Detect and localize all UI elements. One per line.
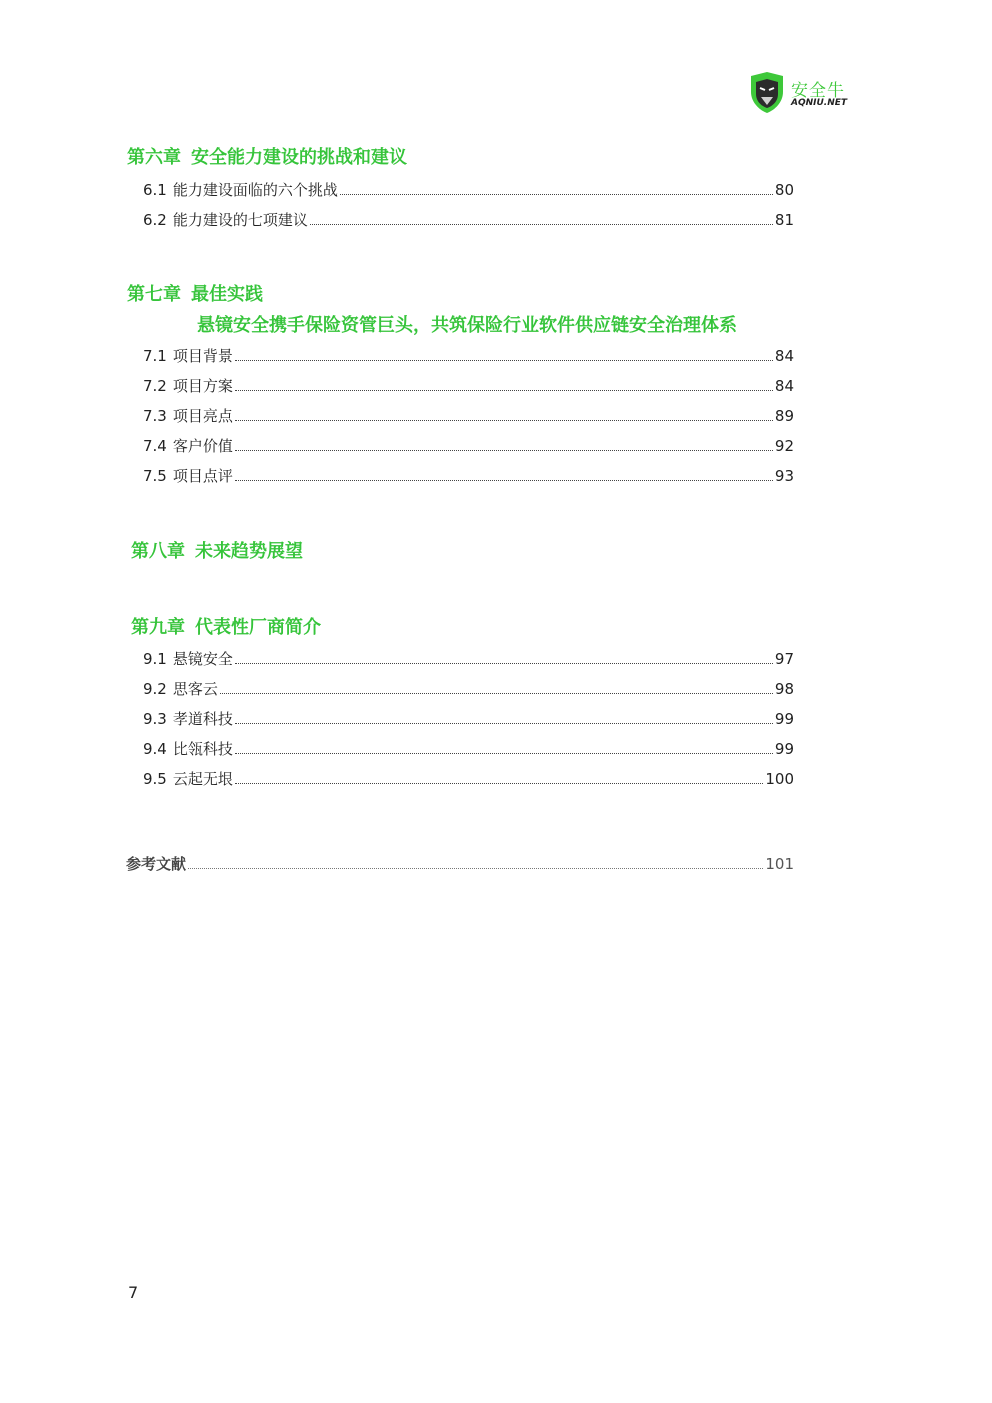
toc-references[interactable] <box>126 854 794 874</box>
entry-page: 81 <box>774 211 794 229</box>
dot-leader <box>235 376 773 391</box>
entry-number: 9.3 <box>143 710 167 728</box>
entry-title: 思客云 <box>172 680 218 698</box>
chapter-9-heading[interactable] <box>131 617 321 639</box>
logo-sub: AQNIU.NET <box>791 98 848 108</box>
logo-brand: 安全牛 <box>791 81 845 101</box>
toc-entry[interactable] <box>143 709 794 729</box>
page-number: 7 <box>128 1283 139 1302</box>
entry-title: 孝道科技 <box>172 710 233 728</box>
entry-number: 6.2 <box>143 211 167 229</box>
entry-number: 7.1 <box>143 347 167 365</box>
entry-page: 84 <box>774 347 794 365</box>
logo <box>749 70 859 116</box>
dot-leader <box>235 346 773 361</box>
entry-number: 9.4 <box>143 740 167 758</box>
dot-leader <box>220 679 773 694</box>
toc-entry[interactable] <box>143 679 794 699</box>
entry-page: 92 <box>774 437 794 455</box>
chapter-8-heading[interactable] <box>131 541 303 563</box>
chapter-number: 第九章 <box>131 617 185 638</box>
dot-leader <box>340 180 773 195</box>
entry-page: 99 <box>774 710 794 728</box>
chapter-6-heading[interactable] <box>127 147 407 169</box>
chapter-subtitle: 悬镜安全携手保险资管巨头，共筑保险行业软件供应链安全治理体系 <box>197 315 737 336</box>
dot-leader <box>188 854 763 869</box>
references-page: 101 <box>765 855 794 873</box>
toc-entry[interactable] <box>143 739 794 759</box>
toc-entry[interactable] <box>143 210 794 230</box>
dot-leader <box>235 466 773 481</box>
toc-entry[interactable] <box>143 436 794 456</box>
entry-page: 89 <box>774 407 794 425</box>
toc-entry[interactable] <box>143 769 794 789</box>
entry-title: 项目方案 <box>172 377 233 395</box>
entry-page: 80 <box>774 181 794 199</box>
entry-number: 6.1 <box>143 181 167 199</box>
chapter-title: 安全能力建设的挑战和建议 <box>191 147 407 168</box>
toc-entry[interactable] <box>143 346 794 366</box>
entry-title: 项目亮点 <box>172 407 233 425</box>
chapter-number: 第八章 <box>131 541 185 562</box>
references-title: 参考文献 <box>126 855 187 873</box>
dot-leader <box>235 769 763 784</box>
entry-number: 9.1 <box>143 650 167 668</box>
chapter-number: 第七章 <box>127 284 181 305</box>
entry-title: 客户价值 <box>172 437 233 455</box>
entry-number: 7.4 <box>143 437 167 455</box>
toc-entry[interactable] <box>143 180 794 200</box>
entry-page: 99 <box>774 740 794 758</box>
chapter-7-heading[interactable] <box>127 284 263 306</box>
entry-title: 比瓴科技 <box>172 740 233 758</box>
entry-title: 能力建设的七项建议 <box>172 211 308 229</box>
entry-title: 悬镜安全 <box>172 650 233 668</box>
dot-leader <box>235 649 773 664</box>
chapter-title: 代表性厂商简介 <box>195 617 321 638</box>
entry-number: 7.3 <box>143 407 167 425</box>
chapter-number: 第六章 <box>127 147 181 168</box>
entry-number: 7.2 <box>143 377 167 395</box>
dot-leader <box>235 709 773 724</box>
toc-entry[interactable] <box>143 406 794 426</box>
entry-page: 97 <box>774 650 794 668</box>
dot-leader <box>235 739 773 754</box>
entry-number: 7.5 <box>143 467 167 485</box>
entry-page: 98 <box>774 680 794 698</box>
entry-page: 93 <box>774 467 794 485</box>
chapter-title: 未来趋势展望 <box>195 541 303 562</box>
entry-number: 9.2 <box>143 680 167 698</box>
entry-title: 项目背景 <box>172 347 233 365</box>
entry-number: 9.5 <box>143 770 167 788</box>
entry-page: 84 <box>774 377 794 395</box>
entry-title: 项目点评 <box>172 467 233 485</box>
bull-shield-icon <box>749 70 785 114</box>
toc-entry[interactable] <box>143 466 794 486</box>
chapter-title: 最佳实践 <box>191 284 263 305</box>
dot-leader <box>310 210 773 225</box>
dot-leader <box>235 406 773 421</box>
entry-title: 能力建设面临的六个挑战 <box>172 181 338 199</box>
dot-leader <box>235 436 773 451</box>
entry-title: 云起无垠 <box>172 770 233 788</box>
toc-entry[interactable] <box>143 376 794 396</box>
toc-entry[interactable] <box>143 649 794 669</box>
entry-page: 100 <box>765 770 794 788</box>
